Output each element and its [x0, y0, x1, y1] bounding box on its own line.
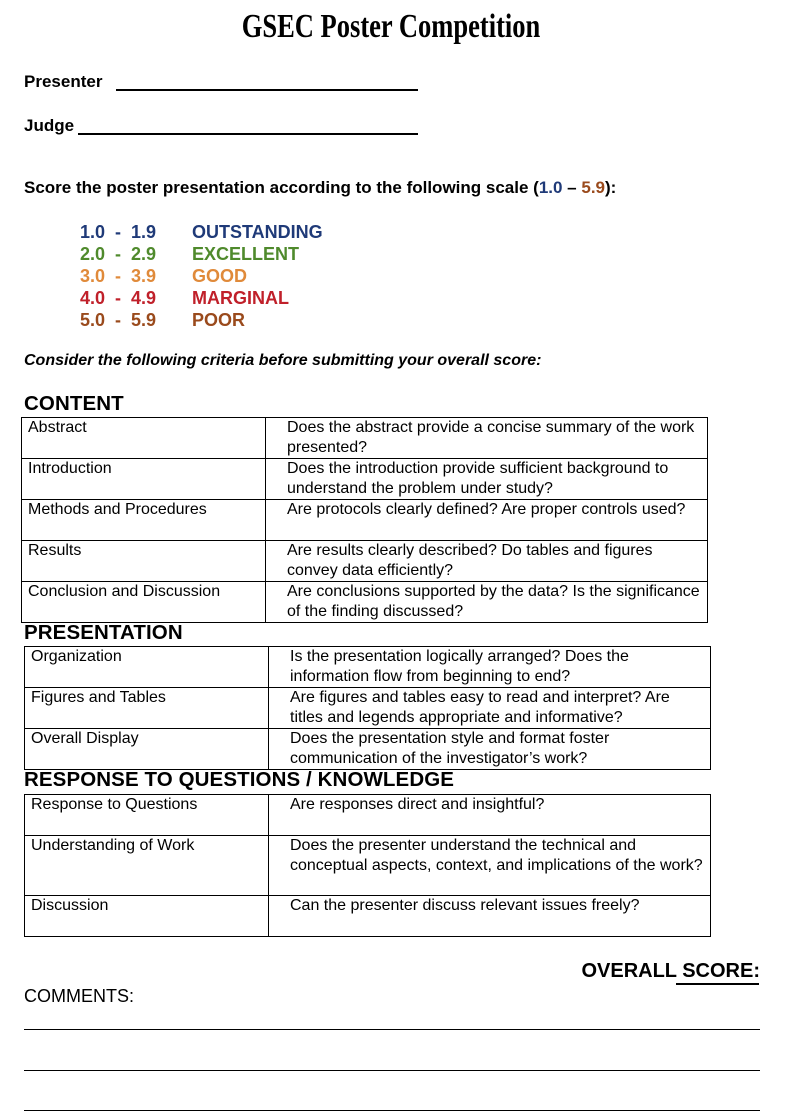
- question-cell: Does the presentation style and format foster communication of the investigator’s work?: [269, 729, 711, 770]
- comment-line[interactable]: [24, 1110, 760, 1111]
- table-row: [25, 836, 711, 896]
- table-row: [25, 729, 711, 770]
- scale-range: 5.0 - 5.9: [80, 310, 157, 330]
- question-cell: Are figures and tables easy to read and interpret? Are titles and legends appropriate and informative?: [269, 688, 711, 729]
- question-cell: Are conclusions supported by the data? Is the significance of the finding discussed?: [266, 582, 708, 623]
- range-dash: –: [562, 178, 582, 197]
- scale-label: MARGINAL: [192, 288, 289, 308]
- presenter-field[interactable]: [116, 89, 418, 91]
- question-cell: Does the abstract provide a concise summary of the work presented?: [266, 418, 708, 459]
- range-low: 1.0: [538, 178, 563, 197]
- question-cell: Does the introduction provide sufficient background to understand the problem under study?: [266, 459, 708, 500]
- section-heading: RESPONSE TO QUESTIONS / KNOWLEDGE: [24, 768, 455, 791]
- comments-label: COMMENTS:: [24, 986, 134, 1006]
- page-title: GSEC Poster Competition: [241, 8, 541, 45]
- table-row: [22, 500, 708, 541]
- overall-score: [581, 960, 760, 983]
- scale-range: 3.0 - 3.9: [80, 266, 157, 286]
- criteria-table: [24, 794, 711, 937]
- scale-range: 2.0 - 2.9: [80, 244, 157, 264]
- question-cell: Does the presenter understand the technical and conceptual aspects, context, and implications of the work?: [269, 836, 711, 896]
- criterion-cell: Results: [22, 541, 266, 582]
- overall-score-field[interactable]: [676, 983, 759, 985]
- instructions-text: Score the poster presentation according to the following scale (: [24, 178, 539, 197]
- judge-field[interactable]: [78, 133, 418, 135]
- table-row: [25, 795, 711, 836]
- table-row: [25, 688, 711, 729]
- range-high: 5.9: [581, 178, 605, 197]
- criterion-cell: Introduction: [22, 459, 266, 500]
- scale-label: EXCELLENT: [192, 244, 300, 264]
- scale-label: POOR: [192, 310, 246, 330]
- criterion-cell: Figures and Tables: [25, 688, 269, 729]
- scale-label: OUTSTANDING: [192, 222, 323, 242]
- criteria-note: Consider the following criteria before submitting your overall score:: [24, 352, 542, 369]
- instructions-tail: ):: [605, 178, 617, 197]
- criterion-cell: Understanding of Work: [25, 836, 269, 896]
- table-row: [25, 647, 711, 688]
- criterion-cell: Discussion: [25, 896, 269, 937]
- question-cell: Can the presenter discuss relevant issues freely?: [269, 896, 711, 937]
- criterion-cell: Conclusion and Discussion: [22, 582, 266, 623]
- criterion-cell: Response to Questions: [25, 795, 269, 836]
- comment-line[interactable]: [24, 1029, 760, 1030]
- scale-row: [80, 244, 299, 266]
- question-cell: Are results clearly described? Do tables and figures convey data efficiently?: [266, 541, 708, 582]
- question-cell: Are protocols clearly defined? Are proper controls used?: [266, 500, 708, 541]
- comment-line[interactable]: [24, 1070, 760, 1071]
- scale-row: [80, 288, 289, 310]
- scale-row: [80, 310, 245, 332]
- scale-row: [80, 222, 323, 244]
- question-cell: Are responses direct and insightful?: [269, 795, 711, 836]
- question-cell: Is the presentation logically arranged? Does the information flow from beginning to end?: [269, 647, 711, 688]
- table-row: [25, 896, 711, 937]
- section-heading: PRESENTATION: [24, 621, 183, 644]
- criterion-cell: Organization: [25, 647, 269, 688]
- table-row: [22, 459, 708, 500]
- criteria-table: [24, 646, 711, 770]
- judge-label: Judge: [24, 116, 75, 135]
- scale-label: GOOD: [192, 266, 248, 286]
- table-row: [22, 582, 708, 623]
- criterion-cell: Methods and Procedures: [22, 500, 266, 541]
- scale-range: 1.0 - 1.9: [80, 222, 157, 242]
- criterion-cell: Overall Display: [25, 729, 269, 770]
- scale-range: 4.0 - 4.9: [80, 288, 157, 308]
- table-row: [22, 541, 708, 582]
- scale-instructions: [24, 178, 616, 198]
- scale-row: [80, 266, 247, 288]
- overall-score-label: OVERALL SCORE:: [581, 960, 760, 982]
- criterion-cell: Abstract: [22, 418, 266, 459]
- table-row: [22, 418, 708, 459]
- criteria-table: [21, 417, 708, 623]
- presenter-label: Presenter: [24, 72, 103, 91]
- section-heading: CONTENT: [24, 392, 124, 415]
